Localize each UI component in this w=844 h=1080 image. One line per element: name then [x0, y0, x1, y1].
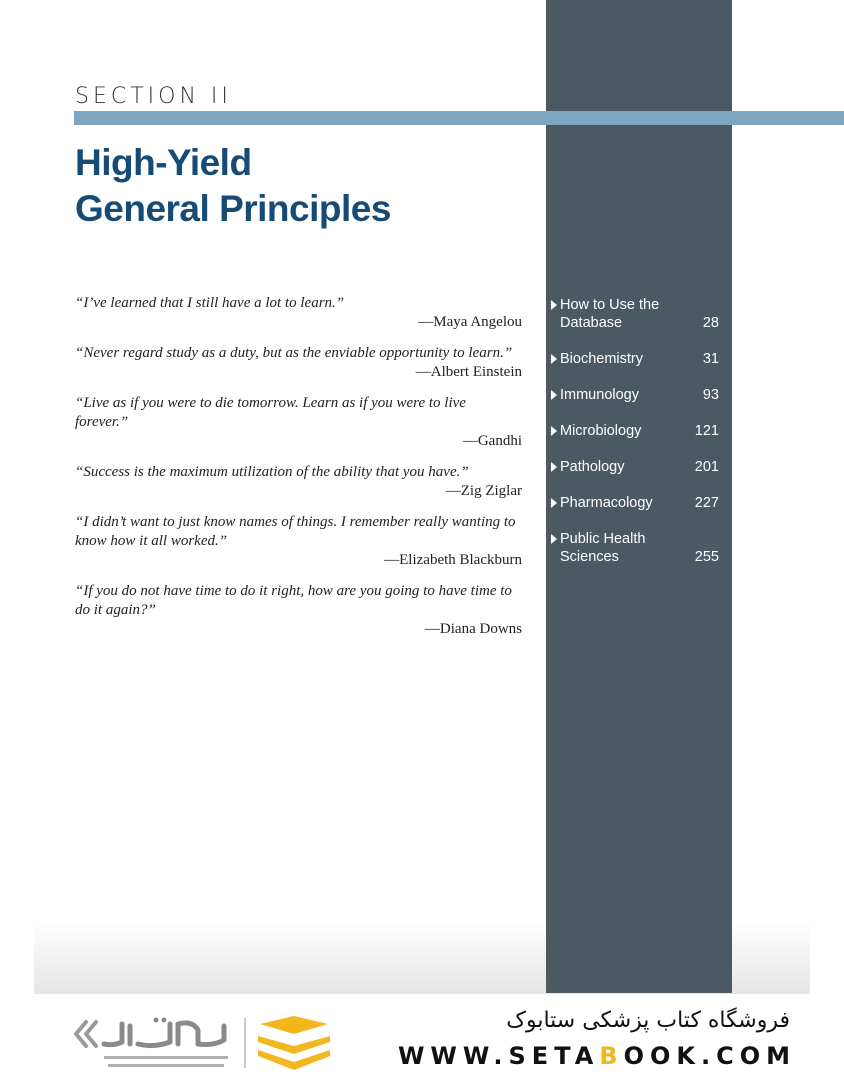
triangle-right-icon: [551, 390, 557, 400]
title-line-2: General Principles: [75, 188, 391, 229]
toc-item-biochemistry[interactable]: [551, 350, 719, 368]
toc-item-page: 227: [694, 495, 719, 511]
quote-author: —Albert Einstein: [415, 364, 522, 380]
quote-item: [75, 394, 522, 451]
toc-item-page: 201: [694, 459, 719, 475]
toc-item-microbiology[interactable]: [551, 422, 719, 440]
quote-item: [75, 463, 522, 501]
toc-item-page: 93: [702, 387, 719, 403]
triangle-right-icon: [551, 354, 557, 364]
quote-text: “Success is the maximum utilization of the ability that you have.”: [75, 464, 469, 480]
triangle-right-icon: [551, 498, 557, 508]
quotes-list: [75, 294, 522, 651]
toc-item-label: How to Use the Database: [560, 297, 660, 331]
toc-item-label: Public Health Sciences: [560, 531, 646, 565]
triangle-right-icon: [551, 534, 557, 544]
section-label: SECTION II: [75, 84, 232, 109]
quote-text: “Live as if you were to die tomorrow. Learn as if you were to live forever.”: [75, 395, 466, 430]
toc-item-page: 28: [702, 315, 719, 331]
toc-item-immunology[interactable]: [551, 386, 719, 404]
title-line-1: High-Yield: [75, 142, 252, 183]
quote-text: “I’ve learned that I still have a lot to learn.”: [75, 295, 345, 311]
quote-item: [75, 344, 522, 382]
footer-url[interactable]: [398, 1042, 796, 1070]
toc-item-label: Microbiology: [560, 423, 642, 439]
triangle-right-icon: [551, 426, 557, 436]
triangle-right-icon: [551, 300, 557, 310]
footer-store-title: فروشگاه کتاب پزشکی ستابوک: [506, 1008, 790, 1033]
toc-item-label: Immunology: [560, 387, 639, 403]
toc-item-label: Pharmacology: [560, 495, 653, 511]
toc-item-page: 255: [694, 549, 719, 565]
quote-text: “If you do not have time to do it right, how are you going to have time to do it again?”: [75, 583, 512, 618]
quote-author: —Gandhi: [462, 433, 522, 449]
footer-url-highlight: B: [599, 1042, 624, 1070]
quote-item: [75, 513, 522, 570]
toc-item-page: 31: [702, 351, 719, 367]
quote-text: “I didn’t want to just know names of things. I remember really wanting to know how it all worked.”: [75, 514, 516, 549]
quote-author: —Zig Ziglar: [445, 483, 522, 499]
toc-item-label: Biochemistry: [560, 351, 643, 367]
quote-item: [75, 582, 522, 639]
toc-item-label: Pathology: [560, 459, 625, 475]
page-title: [75, 140, 391, 232]
triangle-right-icon: [551, 462, 557, 472]
toc-item-how-to-use[interactable]: [551, 296, 719, 332]
quote-author: —Maya Angelou: [418, 314, 522, 330]
quote-author: —Diana Downs: [424, 621, 522, 637]
table-of-contents: [551, 296, 719, 584]
setabook-logo: [74, 1012, 344, 1074]
toc-item-public-health[interactable]: [551, 530, 719, 566]
section-rule: [74, 111, 844, 125]
toc-item-page: 121: [694, 423, 719, 439]
toc-item-pathology[interactable]: [551, 458, 719, 476]
footer-url-suffix: OOK.COM: [623, 1042, 796, 1070]
quote-author: —Elizabeth Blackburn: [384, 552, 522, 568]
quote-text: “Never regard study as a duty, but as the enviable opportunity to learn.”: [75, 345, 513, 361]
quote-item: [75, 294, 522, 332]
toc-item-pharmacology[interactable]: [551, 494, 719, 512]
footer-url-prefix: WWW.SETA: [397, 1042, 600, 1070]
